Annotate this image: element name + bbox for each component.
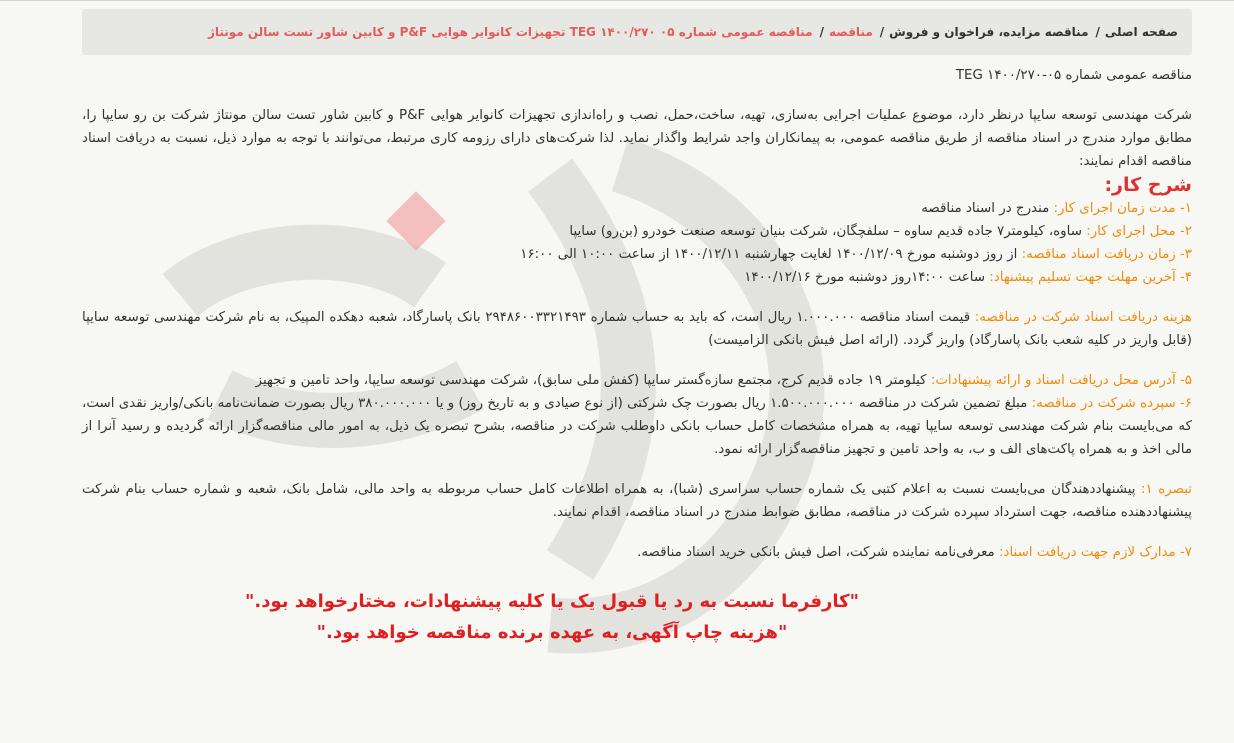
item-label: ۱- مدت زمان اجرای کار:: [1053, 201, 1192, 216]
scope-heading: شرح کار:: [1104, 174, 1192, 196]
item-label: ۴- آخرین مهلت جهت تسلیم پیشنهاد:: [989, 270, 1192, 285]
spacer: [82, 352, 1192, 369]
spacer: [82, 524, 1192, 541]
deposit-text: مبلغ تضمین شرکت در مناقصه ۱.۵۰۰.۰۰۰.۰۰۰ ریال بصورت چک شرکتی (از نوع صیادی و به تاریخ روز) و یا ۳۸۰.۰۰۰.۰۰۰ ریال بصورت ضمانت‌نامه بانکی/واریز نقدی است، که می‌بایست بنام شرکت مهندسی توسعه سایپا تهیه، به همراه مشخصات کامل حساب بانکی داوطلب شرکت در مناقصه، بشرح تبصره یک ذیل، به امور مالی مناقصه‌گزار ارائه گردیده و رسید آنرا از مالی اخذ و به همراه پاکت‌های الف و ب، به واحد تامین و تجهیز مناقصه‌گزار ارائه نمود.: [82, 396, 1192, 457]
item-location: [82, 220, 1192, 243]
docs-label: ۷- مدارک لازم جهت دریافت اسناد:: [998, 545, 1192, 560]
item-text: مندرج در اسناد مناقصه: [921, 201, 1054, 216]
deposit-paragraph: [82, 392, 1192, 461]
breadcrumb-separator: /: [879, 25, 885, 39]
note-text: پیشنهاددهندگان می‌بایست نسبت به اعلام کتبی یک شماره حساب سراسری (شبا)، به همراه اطلاعات کامل حساب مربوطه به واحد مالی، شامل بانک، شعبه و شماره حساب بنام شرکت پیشنهاددهنده مناقصه، جهت استرداد سپرده شرکت در مناقصه، مطابق ضوابط مندرج در اسناد مناقصه، اقدام نمایند.: [82, 482, 1192, 520]
item-label: ۳- زمان دریافت اسناد مناقصه:: [1021, 247, 1192, 262]
breadcrumb-separator: /: [819, 25, 824, 39]
docs-paragraph: [82, 541, 1192, 564]
fee-label: هزینه دریافت اسناد شرکت در مناقصه:: [974, 310, 1192, 325]
tender-content: [82, 64, 1192, 648]
spacer: [82, 564, 1192, 586]
breadcrumb: [82, 9, 1192, 55]
spacer: [82, 87, 1192, 104]
deposit-label: ۶- سپرده شرکت در مناقصه:: [1031, 396, 1193, 411]
item-doc-time: [82, 243, 1192, 266]
breadcrumb-separator: /: [1095, 25, 1100, 39]
breadcrumb-home-link[interactable]: صفحه اصلی: [1104, 25, 1178, 39]
item-text: ساوه، کیلومتر۷ جاده قدیم ساوه – سلفچگان، شرکت بنیان توسعه صنعت خودرو (بن‌رو) سایپا: [569, 224, 1087, 239]
item-label: ۲- محل اجرای کار:: [1086, 224, 1192, 239]
docs-text: معرفی‌نامه نماینده شرکت، اصل فیش بانکی خرید اسناد مناقصه.: [637, 545, 999, 560]
fee-paragraph: [82, 306, 1192, 352]
address-text: کیلومتر ۱۹ جاده قدیم کرج، مجتمع سازه‌گستر سایپا (کفش ملی سابق)، شرکت مهندسی توسعه سایپا، واحد تامین و تجهیز: [255, 373, 931, 388]
breadcrumb-auction-link[interactable]: مناقصه مزایده، فراخوان و فروش: [889, 25, 1089, 39]
spacer: [82, 461, 1192, 478]
employer-right-quote: "کارفرما نسبت به رد یا قبول یک یا کلیه پیشنهادات، مختارخواهد بود.": [244, 591, 859, 612]
address-paragraph: [82, 369, 1192, 392]
breadcrumb-tender-link[interactable]: مناقصه: [828, 25, 873, 39]
top-border: [0, 0, 1234, 1]
note-label: تبصره ۱:: [1140, 482, 1192, 497]
item-deadline: [82, 266, 1192, 289]
item-text: ساعت ۱۴:۰۰روز دوشنبه مورخ ۱۴۰۰/۱۲/۱۶: [744, 270, 990, 285]
item-duration: [82, 197, 1192, 220]
intro-paragraph: شرکت مهندسی توسعه سایپا درنظر دارد، موضوع عملیات اجرایی به‌سازی، تهیه، ساخت،حمل، نصب و راه‌اندازی تجهیزات کانوایر هوایی P&F و کابین شاور تست سالن مونتاژ شرکت بن رو سایپا را، مطابق موارد مندرج در اسناد مناقصه از طریق مناقصه عمومی، به پیمانکاران واجد شرایط واگذار نماید. لذا شرکت‌های دارای رزومه کاری مرتبط، می‌توانند با توجه به موارد ذیل، نسبت به دریافت اسناد مناقصه اقدام نمایند:: [82, 108, 1192, 169]
ad-cost-quote: "هزینه چاپ آگهی، به عهده برنده مناقصه خواهد بود.": [316, 622, 788, 643]
tender-title: مناقصه عمومی شماره ۰۵-۱۴۰۰/۲۷۰ TEG: [955, 68, 1192, 83]
address-label: ۵- آدرس محل دریافت اسناد و ارائه پیشنهادات:: [930, 373, 1192, 388]
note-paragraph: [82, 478, 1192, 524]
item-text: از روز دوشنبه مورخ ۱۴۰۰/۱۲/۰۹ لغایت چهارشنبه ۱۴۰۰/۱۲/۱۱ از ساعت ۱۰:۰۰ الی ۱۶:۰۰: [520, 247, 1022, 262]
fee-text: قیمت اسناد مناقصه ۱.۰۰۰.۰۰۰ ریال است، که باید به حساب شماره ۲۹۴۸۶۰۰۳۳۲۱۴۹۳ بانک پاسارگاد، شعبه دهکده المپیک، به نام شرکت مهندسی توسعه سایپا (قابل واریز در کلیه شعب بانک پاسارگاد) واریز گردد. (ارائه اصل فیش بانکی الزامیست): [82, 310, 1192, 348]
breadcrumb-current-page: مناقصه عمومی شماره ۰۵ ۱۴۰۰/۲۷۰ TEG تجهیزات کانوایر هوایی P&F و کابین شاور تست سالن مونتاژ: [207, 25, 813, 39]
spacer: [82, 289, 1192, 306]
